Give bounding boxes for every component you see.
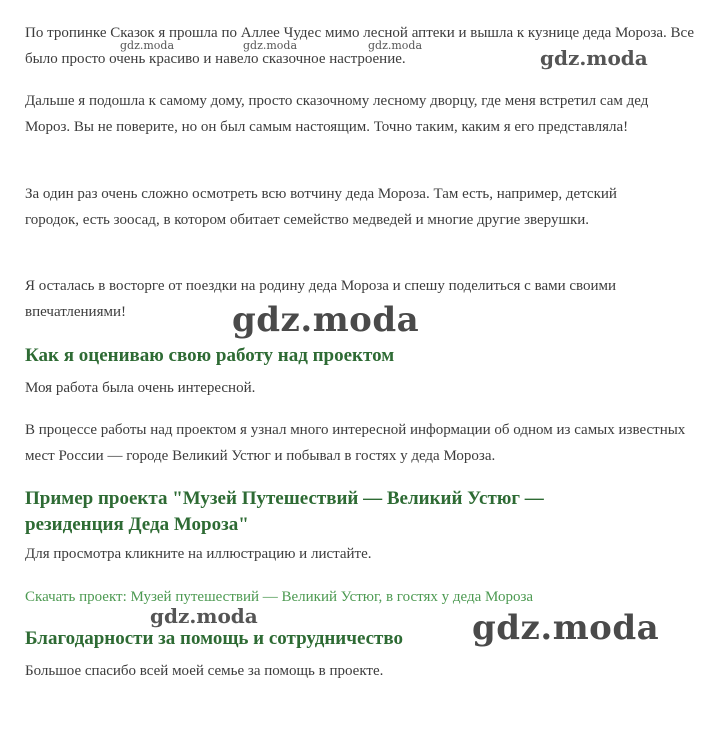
heading-project-example: Пример проекта "Музей Путешествий — Великий Устюг — резиденция Деда Мороза" [25, 488, 544, 535]
watermark: gdz.moda [232, 300, 420, 340]
watermark: gdz.moda [540, 46, 648, 70]
paragraph-impressions: Я осталась в восторге от поездки на родину деда Мороза и спешу поделиться с вами своими впечатлениями! [25, 278, 617, 320]
heading-evaluation: Как я оцениваю свою работу над проектом [25, 345, 395, 366]
paragraph-example-instruction: Для просмотра кликните на иллюстрацию и листайте. [25, 546, 372, 562]
paragraph-estate: За один раз очень сложно осмотреть всю вотчину деда Мороза. Там есть, например, детский городок, есть зоосад, в котором обитает семейство медведей и многие другие зверушки. [25, 186, 617, 228]
watermark: gdz.moda [150, 604, 258, 628]
download-project-link[interactable]: Скачать проект: Музей путешествий — Великий Устюг, в гостях у деда Мороза [25, 589, 534, 605]
watermark: gdz.moda [120, 39, 175, 52]
paragraph-thanks: Большое спасибо всей моей семье за помощь в проекте. [25, 663, 384, 679]
paragraph-evaluation-1: Моя работа была очень интересной. [25, 380, 256, 396]
watermark: gdz.moda [472, 608, 660, 648]
paragraph-intro: По тропинке Сказок я прошла по Аллее Чудес мимо лесной аптеки и вышла к кузнице деда Мороза. Все было просто очень красиво и навело сказочное настроение. [25, 25, 695, 67]
heading-thanks: Благодарности за помощь и сотрудничество [25, 628, 404, 649]
watermark: gdz.moda [243, 39, 298, 52]
paragraph-evaluation-2: В процессе работы над проектом я узнал много интересной информации об одном из самых известных мест России — городе Великий Устюг и побывал в гостях у деда Мороза. [25, 422, 686, 464]
paragraph-palace: Дальше я подошла к самому дому, просто сказочному лесному дворцу, где меня встретил сам дед Мороз. Вы не поверите, но он был самым настоящим. Точно таким, каким я его представляла! [25, 93, 649, 135]
watermark: gdz.moda [368, 39, 423, 52]
